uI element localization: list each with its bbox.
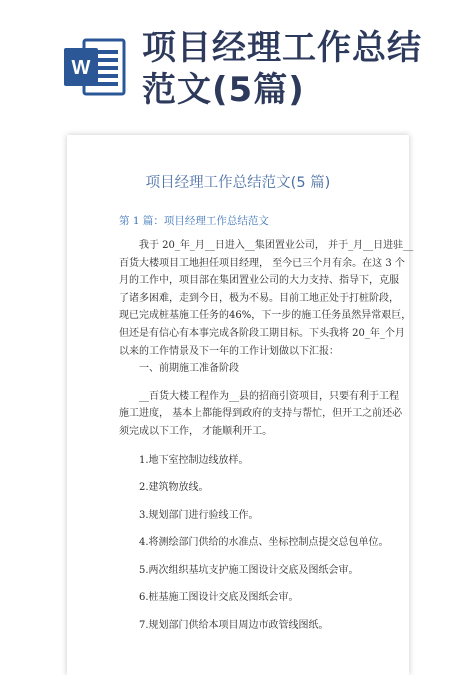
word-document-icon <box>62 36 130 98</box>
list-item: 2.建筑物放线。 <box>139 482 209 494</box>
document-body <box>119 237 414 639</box>
paragraph-line: 了诸多困难，走到今日，极为不易。目前工地正处于打桩阶段， <box>119 292 399 304</box>
title-line-1: 项目经理工作总结 <box>142 28 422 68</box>
paragraph-line: 须完成以下工作， 才能顺利开工。 <box>119 425 273 437</box>
list-item: 1.地下室控制边线放样。 <box>139 454 249 466</box>
document-page <box>67 135 414 675</box>
header-banner <box>0 0 474 125</box>
list-item: 5.两次组织基坑支护施工图设计交底及图纸会审。 <box>139 564 359 576</box>
list-item: 4.将测绘部门供给的水准点、坐标控制点提交总包单位。 <box>139 537 389 549</box>
paragraph-line: 施工进度， 基本上都能得到政府的支持与帮忙，但开工之前还必 <box>119 408 403 420</box>
paragraph-line: 但还是有信心有本事完成各阶段工期目标。下头我将 20_年_个月 <box>119 327 405 339</box>
list-item: 6.桩基施工图设计交底及图纸会审。 <box>139 592 299 604</box>
paragraph-line: 我于 20_年_月__日进入__集团置业公司， 并于_月__日进驻__ <box>139 240 414 251</box>
list-item: 7.规划部门供给本项目周边市政管线图纸。 <box>139 619 329 631</box>
paragraph-line: 现已完成桩基施工任务的46%，下一步的施工任务虽然异常艰巨， <box>119 310 412 322</box>
document-title <box>142 27 442 111</box>
subheading: 一、前期施工准备阶段 <box>139 363 239 375</box>
list-item: 3.规划部门进行验线工作。 <box>139 509 259 521</box>
paragraph-line: 以来的工作情景及下一年的工作计划做以下汇报： <box>119 345 339 357</box>
paragraph-line: 百货大楼项目工地担任项目经理， 至今已三个月有余。在这 3 个 <box>119 257 405 269</box>
svg-text:W: W <box>71 57 91 79</box>
paragraph-line: __百货大楼工程作为__县的招商引资项目，只要有利于工程 <box>139 390 399 402</box>
title-line-2: 范文(5篇) <box>142 70 305 110</box>
paragraph-line: 月的工作中，项目部在集团置业公司的大力支持、指导下，克服 <box>119 275 399 287</box>
paper-title: 项目经理工作总结范文(5 篇) <box>145 175 331 191</box>
section-heading: 第 1 篇：项目经理工作总结范文 <box>119 215 269 227</box>
